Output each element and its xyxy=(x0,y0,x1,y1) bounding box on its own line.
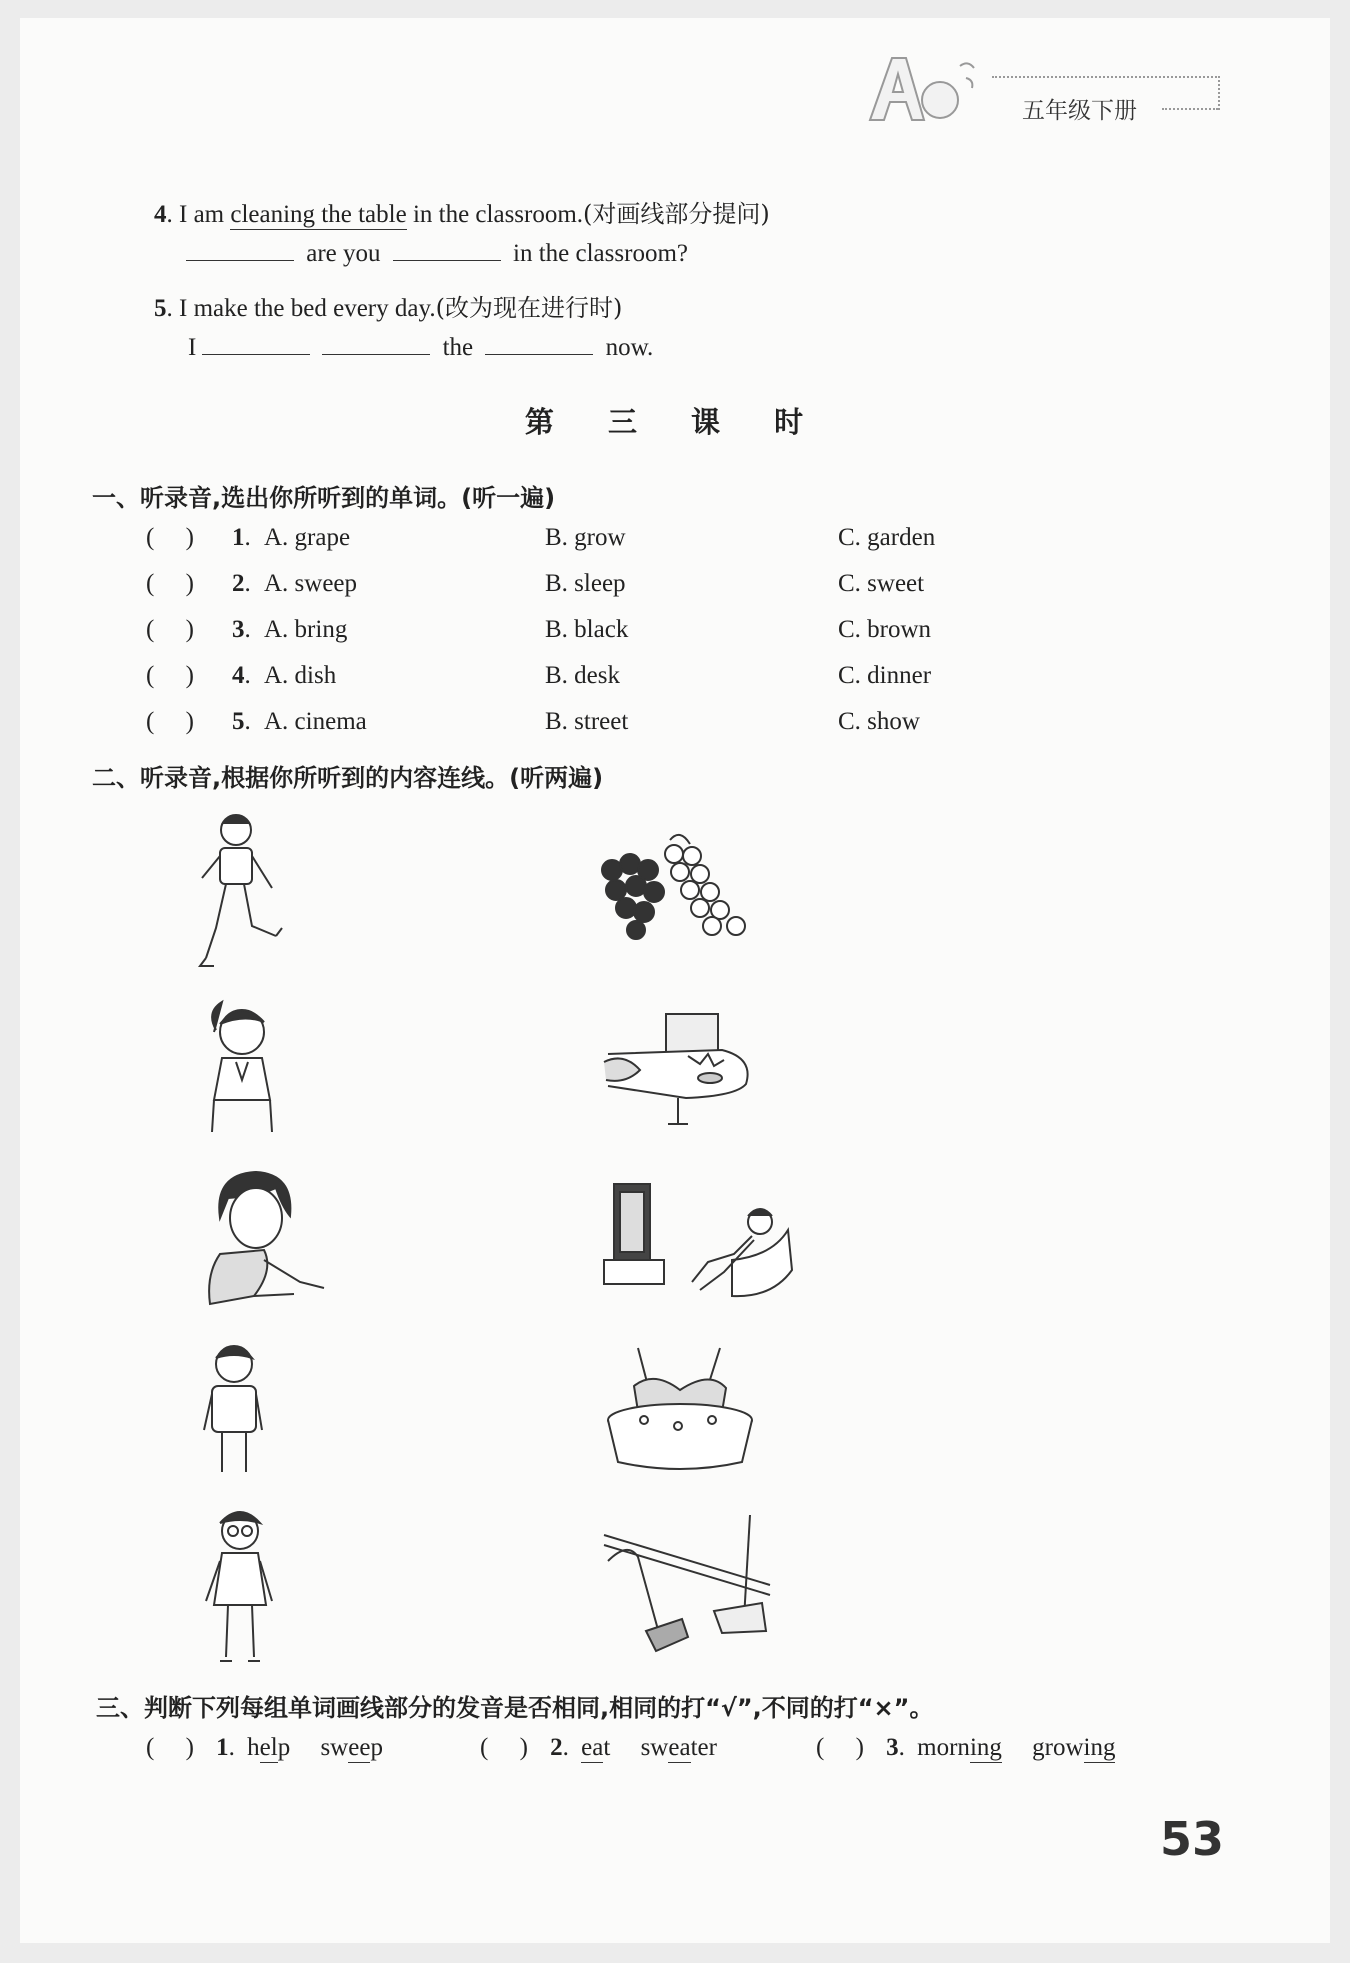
header-dotted-rule xyxy=(992,76,1220,78)
answer-bracket[interactable]: ( ) xyxy=(146,1734,194,1761)
cleaning-table-illustration[interactable] xyxy=(602,1012,754,1127)
washing-clothes-illustration[interactable] xyxy=(600,1346,760,1471)
lesson-title: 第 三 课 时 xyxy=(524,405,826,439)
choice-row: ( ) 3. A. bring B. black C. brown xyxy=(146,616,932,643)
pronunciation-item-2: ( ) 2. eat sweater xyxy=(480,1734,717,1761)
choice-row: ( ) 5. A. cinema B. street C. show xyxy=(146,708,920,735)
grapes-illustration[interactable] xyxy=(600,830,755,945)
underlined-phrase: cleaning the table xyxy=(230,201,407,228)
answer-bracket[interactable]: ( ) xyxy=(146,570,194,597)
answer-bracket[interactable]: ( ) xyxy=(146,616,194,643)
answer-blank[interactable] xyxy=(393,240,501,261)
answer-blank[interactable] xyxy=(322,334,430,355)
answer-blank[interactable] xyxy=(485,334,593,355)
question-5-answer: I the now. xyxy=(188,334,654,361)
sweeping-floor-illustration[interactable] xyxy=(602,1515,772,1665)
answer-bracket[interactable]: ( ) xyxy=(816,1734,864,1761)
header-dotted-rule-2 xyxy=(1162,108,1218,110)
answer-bracket[interactable]: ( ) xyxy=(146,662,194,689)
boy-standing-illustration[interactable] xyxy=(198,1338,268,1478)
section-2-title: 二、听录音,根据你所听到的内容连线。(听两遍) xyxy=(92,764,604,792)
girl-leaning-on-table-illustration[interactable] xyxy=(200,1170,330,1310)
watching-tv-illustration[interactable] xyxy=(602,1180,797,1305)
question-4: 4. I am cleaning the table in the classroom.(对画线部分提问) xyxy=(154,200,770,228)
answer-bracket[interactable]: ( ) xyxy=(146,708,194,735)
running-boy-illustration[interactable] xyxy=(196,808,286,973)
answer-bracket[interactable]: ( ) xyxy=(146,524,194,551)
girl-with-glasses-illustration[interactable] xyxy=(198,1505,278,1670)
answer-blank[interactable] xyxy=(202,334,310,355)
choice-row: ( ) 2. A. sweep B. sleep C. sweet xyxy=(146,570,925,597)
a-plus-logo-icon xyxy=(862,48,992,130)
pronunciation-item-3: ( ) 3. morning growing xyxy=(816,1734,1116,1761)
page-number: 53 xyxy=(1160,1812,1225,1866)
choice-row: ( ) 4. A. dish B. desk C. dinner xyxy=(146,662,932,689)
header-dotted-corner xyxy=(1218,76,1220,110)
section-1-title: 一、听录音,选出你所听到的单词。(听一遍) xyxy=(92,484,556,512)
pronunciation-item-1: ( ) 1. help sweep xyxy=(146,1734,383,1761)
grade-label: 五年级下册 xyxy=(1022,98,1137,124)
answer-bracket[interactable]: ( ) xyxy=(480,1734,528,1761)
question-5: 5. I make the bed every day.(改为现在进行时) xyxy=(154,294,623,322)
choice-row: ( ) 1. A. grape B. grow C. garden xyxy=(146,524,936,551)
answer-blank[interactable] xyxy=(186,240,294,261)
girl-with-ponytail-illustration[interactable] xyxy=(198,1000,288,1140)
question-4-answer: are you in the classroom? xyxy=(180,240,688,268)
section-3-title: 三、判断下列每组单词画线部分的发音是否相同,相同的打“√”,不同的打“×”。 xyxy=(96,1694,934,1722)
